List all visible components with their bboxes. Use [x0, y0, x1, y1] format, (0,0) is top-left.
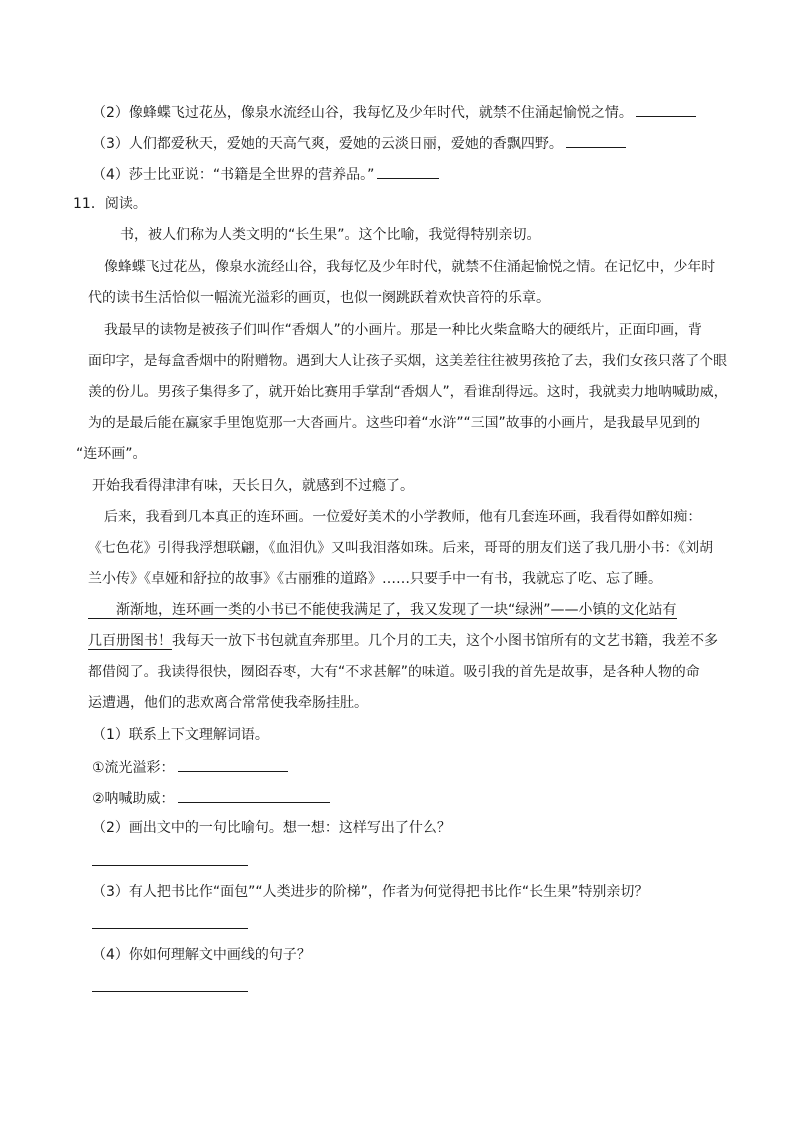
item-4-text: （4）莎士比亚说：“书籍是全世界的营养品。”	[92, 167, 375, 183]
passage-line: 《七色花》引得我浮想联翩，《血泪仇》又叫我泪落如珠。后来，哥哥的朋友们送了我几册小书：《刘胡	[88, 540, 714, 556]
passage-line: 面印字，是每盒香烟中的附赠物。遇到大人让孩子买烟，这美差往往被男孩抢了去，我们女孩只落了个眼	[88, 353, 727, 369]
answer-blank[interactable]	[636, 101, 696, 117]
passage-line: 都借阅了。我读得很快，囫囵吞枣，大有“不求甚解”的味道。吸引我的首先是故事，是各种人物的命	[88, 664, 700, 680]
item-3-text: （3）人们都爱秋天，爱她的天高气爽，爱她的云淡日丽，爱她的香飘四野。	[92, 136, 563, 152]
sub-question-3: （3）有人把书比作“面包”“人类进步的阶梯”，作者为何觉得把书比作“长生果”特别亲切？	[92, 884, 649, 900]
item-4	[92, 163, 439, 183]
passage-line: 运遭遇，他们的悲欢离合常常使我牵肠挂肚。	[88, 695, 368, 711]
passage-line: 兰小传》《卓娅和舒拉的故事》《古丽雅的道路》……只要手中一有书，我就忘了吃、忘了睡。	[88, 571, 662, 587]
answer-line[interactable]	[92, 928, 248, 929]
passage-line: 我最早的读物是被孩子们叫作“香烟人”的小画片。那是一种比火柴盒略大的硬纸片，正面印画，背	[104, 322, 702, 338]
item-2	[92, 101, 696, 121]
passage-line: “连环画”。	[76, 446, 147, 462]
sub-question-2: （2）画出文中的一句比喻句。想一想：这样写出了什么？	[92, 820, 451, 836]
answer-line[interactable]	[92, 865, 248, 866]
passage-line: 后来，我看到几本真正的连环画。一位爱好美术的小学教师，他有几套连环画，我看得如醉如痴：	[104, 509, 702, 525]
passage-paragraph: 书，被人们称为人类文明的“长生果”。这个比喻，我觉得特别亲切。	[120, 227, 541, 243]
underlined-text: 几百册图书！	[88, 633, 172, 649]
passage-line: 开始我看得津津有味，天长日久，就感到不过瘾了。	[92, 478, 414, 494]
underlined-text: 渐渐地，连环画一类的小书已不能使我满足了，我又发现了一块“绿洲”——小镇的文化站有	[116, 602, 677, 618]
answer-blank[interactable]	[178, 787, 330, 803]
term-a-label: ①流光溢彩：	[92, 760, 175, 776]
term-b-label: ②呐喊助威：	[92, 791, 175, 807]
passage-line: 为的是最后能在赢家手里饱览那一大沓画片。这些印着“水浒”“三国”故事的小画片，是我最早见到的	[88, 415, 701, 431]
term-b	[92, 787, 330, 807]
answer-blank[interactable]	[377, 163, 439, 179]
passage-line: 像蜂蝶飞过花丛，像泉水流经山谷，我每忆及少年时代，就禁不住涌起愉悦之情。在记忆中，少年时	[104, 259, 716, 275]
passage-line: 代的读书生活恰似一幅流光溢彩的画页，也似一阕跳跃着欢快音符的乐章。	[88, 290, 550, 306]
sub-question-1: （1）联系上下文理解词语。	[92, 727, 269, 743]
underlined-sentence	[88, 600, 677, 620]
passage-text: 我每天一放下书包就直奔那里。几个月的工夫，这个小图书馆所有的文艺书籍，我差不多	[172, 633, 718, 649]
answer-blank[interactable]	[566, 132, 626, 148]
answer-blank[interactable]	[178, 756, 288, 772]
item-3	[92, 132, 626, 152]
passage-line	[88, 631, 718, 651]
question-11-heading: 11．阅读。	[73, 196, 147, 212]
sub-question-4: （4）你如何理解文中画线的句子？	[92, 947, 311, 963]
passage-line: 羡的份儿。男孩子集得多了，就开始比赛用手掌刮“香烟人”，看谁刮得远。这时，我就卖力地呐喊助威，	[88, 384, 728, 400]
term-a	[92, 756, 288, 776]
underlined-lead-space	[88, 602, 116, 619]
item-2-text: （2）像蜂蝶飞过花丛，像泉水流经山谷，我每忆及少年时代，就禁不住涌起愉悦之情。	[92, 105, 633, 121]
answer-line[interactable]	[92, 991, 248, 992]
